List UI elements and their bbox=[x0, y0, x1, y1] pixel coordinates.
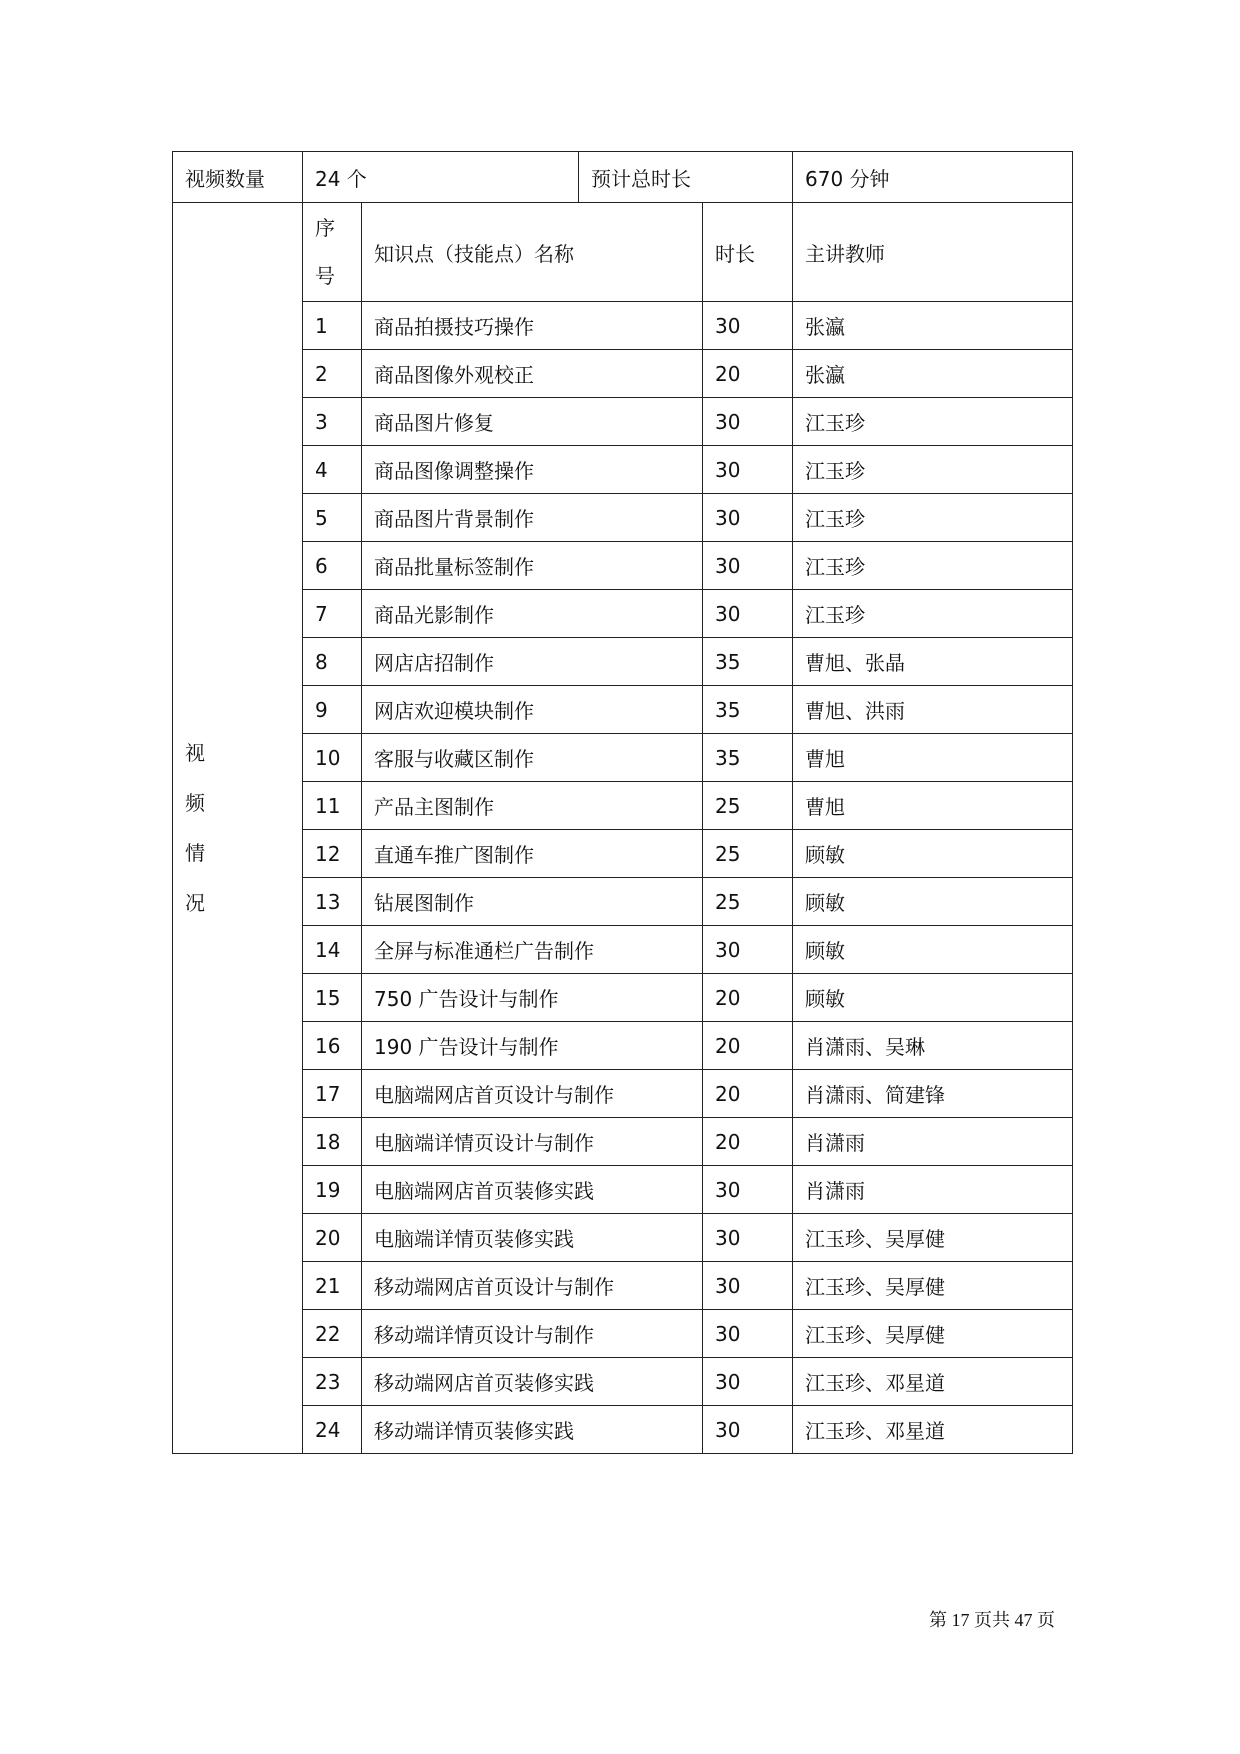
cell-name: 移动端网店首页装修实践 bbox=[362, 1358, 703, 1406]
cell-seq: 13 bbox=[303, 878, 362, 926]
table-row bbox=[173, 1166, 1073, 1214]
cell-teacher: 张瀛 bbox=[793, 350, 1073, 398]
cell-name: 产品主图制作 bbox=[362, 782, 703, 830]
section-label-char: 情 bbox=[185, 841, 205, 865]
video-info-table bbox=[172, 151, 1073, 1454]
cell-teacher: 江玉珍 bbox=[793, 494, 1073, 542]
cell-seq: 17 bbox=[303, 1070, 362, 1118]
cell-teacher: 江玉珍 bbox=[793, 446, 1073, 494]
cell-name: 电脑端网店首页设计与制作 bbox=[362, 1070, 703, 1118]
cell-name: 商品拍摄技巧操作 bbox=[362, 302, 703, 350]
cell-teacher: 肖潇雨 bbox=[793, 1166, 1073, 1214]
cell-duration: 30 bbox=[703, 1406, 793, 1454]
cell-seq: 16 bbox=[303, 1022, 362, 1070]
cell-seq: 5 bbox=[303, 494, 362, 542]
cell-seq: 22 bbox=[303, 1310, 362, 1358]
cell-duration: 30 bbox=[703, 1262, 793, 1310]
table-row bbox=[173, 1214, 1073, 1262]
table-row bbox=[173, 350, 1073, 398]
cell-name: 网店店招制作 bbox=[362, 638, 703, 686]
table-row bbox=[173, 590, 1073, 638]
cell-teacher: 江玉珍、吴厚健 bbox=[793, 1214, 1073, 1262]
video-info-table-container bbox=[172, 151, 1072, 1454]
duration-column-header: 时长 bbox=[703, 203, 793, 302]
cell-seq: 6 bbox=[303, 542, 362, 590]
table-row bbox=[173, 926, 1073, 974]
summary-row bbox=[173, 152, 1073, 203]
cell-duration: 25 bbox=[703, 830, 793, 878]
cell-duration: 20 bbox=[703, 1022, 793, 1070]
cell-name: 商品图像调整操作 bbox=[362, 446, 703, 494]
cell-seq: 24 bbox=[303, 1406, 362, 1454]
cell-teacher: 江玉珍、邓星道 bbox=[793, 1358, 1073, 1406]
cell-duration: 35 bbox=[703, 638, 793, 686]
table-row bbox=[173, 974, 1073, 1022]
table-row bbox=[173, 1022, 1073, 1070]
cell-name: 钻展图制作 bbox=[362, 878, 703, 926]
table-row bbox=[173, 1358, 1073, 1406]
cell-name: 190 广告设计与制作 bbox=[362, 1022, 703, 1070]
table-row bbox=[173, 734, 1073, 782]
cell-teacher: 顾敏 bbox=[793, 830, 1073, 878]
cell-seq: 7 bbox=[303, 590, 362, 638]
cell-seq: 8 bbox=[303, 638, 362, 686]
table-row bbox=[173, 446, 1073, 494]
table-row bbox=[173, 830, 1073, 878]
cell-seq: 2 bbox=[303, 350, 362, 398]
cell-seq: 11 bbox=[303, 782, 362, 830]
seq-header-char: 号 bbox=[315, 264, 335, 288]
section-label-char: 视 bbox=[185, 741, 205, 765]
seq-column-header bbox=[303, 203, 362, 302]
total-duration-value: 670 分钟 bbox=[793, 152, 1073, 203]
cell-name: 移动端详情页装修实践 bbox=[362, 1406, 703, 1454]
column-header-row bbox=[173, 203, 1073, 302]
cell-name: 电脑端网店首页装修实践 bbox=[362, 1166, 703, 1214]
cell-teacher: 江玉珍 bbox=[793, 542, 1073, 590]
cell-name: 移动端详情页设计与制作 bbox=[362, 1310, 703, 1358]
cell-duration: 30 bbox=[703, 926, 793, 974]
cell-teacher: 张瀛 bbox=[793, 302, 1073, 350]
cell-name: 商品光影制作 bbox=[362, 590, 703, 638]
cell-duration: 30 bbox=[703, 1214, 793, 1262]
cell-duration: 30 bbox=[703, 494, 793, 542]
cell-duration: 20 bbox=[703, 1118, 793, 1166]
cell-teacher: 曹旭 bbox=[793, 782, 1073, 830]
seq-header-char: 序 bbox=[315, 216, 335, 240]
cell-duration: 30 bbox=[703, 446, 793, 494]
video-count-label: 视频数量 bbox=[173, 152, 303, 203]
cell-duration: 30 bbox=[703, 1358, 793, 1406]
cell-seq: 3 bbox=[303, 398, 362, 446]
cell-duration: 30 bbox=[703, 542, 793, 590]
cell-duration: 20 bbox=[703, 1070, 793, 1118]
table-row bbox=[173, 542, 1073, 590]
cell-name: 750 广告设计与制作 bbox=[362, 974, 703, 1022]
cell-teacher: 江玉珍 bbox=[793, 590, 1073, 638]
table-row bbox=[173, 1118, 1073, 1166]
cell-teacher: 江玉珍、吴厚健 bbox=[793, 1310, 1073, 1358]
cell-seq: 19 bbox=[303, 1166, 362, 1214]
cell-seq: 12 bbox=[303, 830, 362, 878]
cell-seq: 1 bbox=[303, 302, 362, 350]
cell-name: 电脑端详情页装修实践 bbox=[362, 1214, 703, 1262]
cell-name: 移动端网店首页设计与制作 bbox=[362, 1262, 703, 1310]
cell-teacher: 顾敏 bbox=[793, 974, 1073, 1022]
teacher-column-header: 主讲教师 bbox=[793, 203, 1073, 302]
cell-seq: 10 bbox=[303, 734, 362, 782]
cell-seq: 14 bbox=[303, 926, 362, 974]
section-label-char: 况 bbox=[185, 891, 205, 915]
cell-name: 全屏与标准通栏广告制作 bbox=[362, 926, 703, 974]
cell-seq: 20 bbox=[303, 1214, 362, 1262]
name-column-header: 知识点（技能点）名称 bbox=[362, 203, 703, 302]
cell-name: 网店欢迎模块制作 bbox=[362, 686, 703, 734]
cell-teacher: 曹旭、张晶 bbox=[793, 638, 1073, 686]
cell-duration: 30 bbox=[703, 302, 793, 350]
cell-duration: 25 bbox=[703, 782, 793, 830]
page-number: 第 17 页共 47 页 bbox=[929, 1610, 1055, 1630]
cell-duration: 35 bbox=[703, 734, 793, 782]
cell-duration: 35 bbox=[703, 686, 793, 734]
cell-duration: 30 bbox=[703, 398, 793, 446]
table-row bbox=[173, 686, 1073, 734]
cell-seq: 15 bbox=[303, 974, 362, 1022]
cell-name: 商品图像外观校正 bbox=[362, 350, 703, 398]
cell-duration: 25 bbox=[703, 878, 793, 926]
table-row bbox=[173, 1262, 1073, 1310]
video-count-value: 24 个 bbox=[303, 152, 579, 203]
table-row bbox=[173, 494, 1073, 542]
cell-teacher: 肖潇雨 bbox=[793, 1118, 1073, 1166]
table-row bbox=[173, 782, 1073, 830]
cell-name: 直通车推广图制作 bbox=[362, 830, 703, 878]
cell-name: 电脑端详情页设计与制作 bbox=[362, 1118, 703, 1166]
section-label-char: 频 bbox=[185, 791, 205, 815]
table-row bbox=[173, 638, 1073, 686]
cell-teacher: 曹旭、洪雨 bbox=[793, 686, 1073, 734]
table-row bbox=[173, 1406, 1073, 1454]
total-duration-label: 预计总时长 bbox=[579, 152, 793, 203]
cell-seq: 9 bbox=[303, 686, 362, 734]
table-row bbox=[173, 1310, 1073, 1358]
cell-teacher: 肖潇雨、简建锋 bbox=[793, 1070, 1073, 1118]
cell-duration: 20 bbox=[703, 350, 793, 398]
cell-duration: 30 bbox=[703, 1310, 793, 1358]
cell-teacher: 曹旭 bbox=[793, 734, 1073, 782]
cell-name: 商品批量标签制作 bbox=[362, 542, 703, 590]
table-row bbox=[173, 878, 1073, 926]
cell-seq: 23 bbox=[303, 1358, 362, 1406]
cell-name: 客服与收藏区制作 bbox=[362, 734, 703, 782]
cell-duration: 30 bbox=[703, 590, 793, 638]
cell-seq: 21 bbox=[303, 1262, 362, 1310]
cell-duration: 30 bbox=[703, 1166, 793, 1214]
table-row bbox=[173, 1070, 1073, 1118]
cell-teacher: 顾敏 bbox=[793, 878, 1073, 926]
cell-seq: 18 bbox=[303, 1118, 362, 1166]
cell-teacher: 江玉珍、吴厚健 bbox=[793, 1262, 1073, 1310]
cell-name: 商品图片修复 bbox=[362, 398, 703, 446]
cell-duration: 20 bbox=[703, 974, 793, 1022]
cell-teacher: 江玉珍、邓星道 bbox=[793, 1406, 1073, 1454]
cell-teacher: 顾敏 bbox=[793, 926, 1073, 974]
cell-teacher: 江玉珍 bbox=[793, 398, 1073, 446]
section-label bbox=[173, 203, 303, 1454]
cell-seq: 4 bbox=[303, 446, 362, 494]
table-row bbox=[173, 398, 1073, 446]
table-row bbox=[173, 302, 1073, 350]
cell-teacher: 肖潇雨、吴琳 bbox=[793, 1022, 1073, 1070]
cell-name: 商品图片背景制作 bbox=[362, 494, 703, 542]
